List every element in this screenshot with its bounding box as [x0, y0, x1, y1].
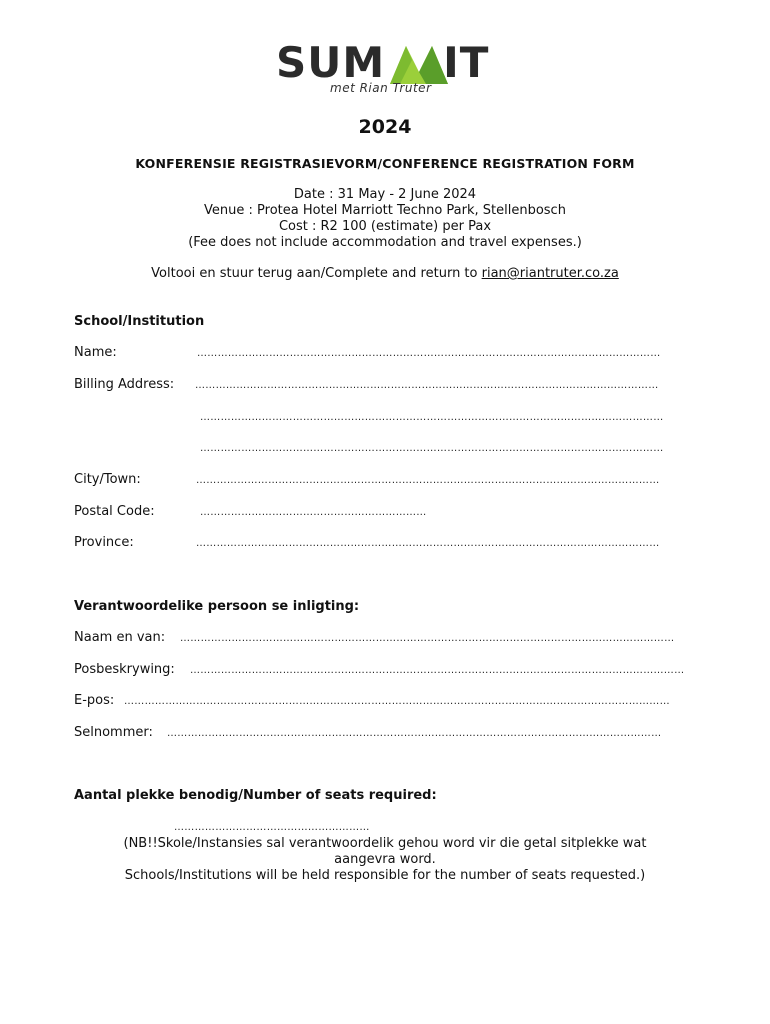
fee-note: (Fee does not include accommodation and travel expenses.): [188, 235, 582, 250]
logo-word-right: IT: [443, 38, 490, 87]
position-field[interactable]: ………………………………………………………………………………………………………………………………: [190, 665, 685, 676]
event-cost: Cost : R2 100 (estimate) per Pax: [278, 219, 492, 234]
name-field[interactable]: ………………………………………………………………………………………………………………………: [197, 348, 661, 359]
position-label: Posbeskrywing:: [74, 662, 175, 677]
province-field[interactable]: ………………………………………………………………………………………………………………………: [196, 538, 660, 549]
city-field[interactable]: ………………………………………………………………………………………………………………………: [196, 475, 660, 486]
return-email-link[interactable]: rian@riantruter.co.za: [481, 266, 619, 281]
seats-note-line-3: Schools/Institutions will be held responsible for the number of seats requested.): [124, 868, 646, 883]
name-label: Name:: [74, 345, 117, 360]
seats-note-line-1: (NB!!Skole/Instansies sal verantwoordelik gehou word vir die getal sitplekke wat: [123, 836, 647, 851]
form-title: KONFERENSIE REGISTRASIEVORM/CONFERENCE REGISTRATION FORM: [135, 156, 635, 171]
logo-wordmark: [276, 40, 489, 86]
full-name-field[interactable]: ………………………………………………………………………………………………………………………………: [180, 633, 675, 644]
postal-code-label: Postal Code:: [74, 504, 155, 519]
seats-note-line-2: aangevra word.: [334, 852, 436, 867]
full-name-label: Naam en van:: [74, 630, 166, 645]
cell-number-field[interactable]: ………………………………………………………………………………………………………………………………: [167, 728, 662, 739]
seats-field[interactable]: …………………………………………………: [174, 822, 370, 833]
logo-word-left: SUM: [276, 38, 386, 87]
mountain-m-icon: [390, 44, 448, 84]
return-text: Voltooi en stuur terug aan/Complete and return to: [151, 266, 482, 281]
city-label: City/Town:: [74, 472, 141, 487]
event-date: Date : 31 May - 2 June 2024: [293, 187, 477, 202]
return-instruction: [0, 266, 770, 281]
email-field[interactable]: ……………………………………………………………………………………………………………………………………………: [124, 696, 670, 707]
email-label: E-pos:: [74, 693, 115, 708]
event-venue: Venue : Protea Hotel Marriott Techno Park, Stellenbosch: [204, 203, 566, 218]
logo-subtitle: met Rian Truter: [330, 81, 432, 95]
billing-address-field-3[interactable]: ………………………………………………………………………………………………………………………: [200, 443, 664, 454]
person-section-title: Verantwoordelike persoon se inligting:: [74, 599, 360, 614]
province-label: Province:: [74, 535, 134, 550]
cell-number-label: Selnommer:: [74, 725, 153, 740]
seats-section-title: Aantal plekke benodig/Number of seats required:: [74, 788, 437, 803]
billing-address-field-2[interactable]: ………………………………………………………………………………………………………………………: [200, 412, 664, 423]
year-heading: 2024: [358, 116, 412, 138]
postal-code-field[interactable]: …………………………………………………………: [200, 507, 427, 518]
summit-logo: [276, 40, 496, 98]
school-section-title: School/Institution: [74, 314, 205, 329]
billing-address-field-1[interactable]: ………………………………………………………………………………………………………………………: [195, 380, 659, 391]
billing-address-label: Billing Address:: [74, 377, 175, 392]
